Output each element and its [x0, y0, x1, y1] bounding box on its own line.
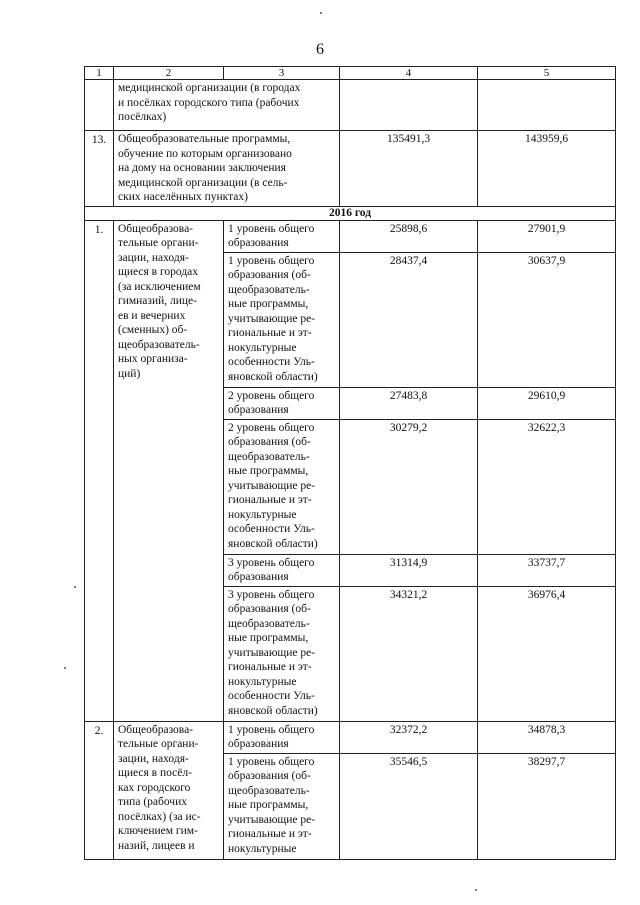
- value-col5: 36976,4: [478, 586, 616, 721]
- education-level: 2 уровень общего образования (об- щеобразователь- ные программы, учитывающие ре- гиональные и эт- нокультурные особенности Уль- яновской области): [224, 419, 340, 554]
- column-header: 3: [224, 67, 340, 80]
- table-row-continued: [85, 80, 616, 131]
- value-col4: 31314,9: [340, 554, 478, 586]
- value-col5: 29610,9: [478, 387, 616, 419]
- value-col4: 135491,3: [340, 131, 478, 207]
- row-number: 13.: [85, 131, 114, 207]
- budget-table-container: [84, 66, 615, 860]
- value-col4: 27483,8: [340, 387, 478, 419]
- row-number: 1.: [85, 220, 114, 721]
- value-col5: 27901,9: [478, 220, 616, 252]
- table-row: [85, 220, 616, 252]
- column-header: 5: [478, 67, 616, 80]
- value-col5: 32622,3: [478, 419, 616, 554]
- scan-speck: [74, 586, 76, 588]
- education-level: 3 уровень общего образования (об- щеобразователь- ные программы, учитывающие ре- гиональные и эт- нокультурные особенности Уль- яновской области): [224, 586, 340, 721]
- scan-speck: [64, 667, 66, 669]
- column-header: 2: [114, 67, 224, 80]
- value-col5: 33737,7: [478, 554, 616, 586]
- value-col5: 34878,3: [478, 721, 616, 753]
- table-row-13: [85, 131, 616, 207]
- value-col5: 30637,9: [478, 252, 616, 387]
- continued-description: медицинской организации (в городах и посёлках городского типа (рабочих посёлках): [114, 80, 340, 131]
- row-number: 2.: [85, 721, 114, 859]
- value-col4: 25898,6: [340, 220, 478, 252]
- education-level: 1 уровень общего образования (об- щеобразователь- ные программы, учитывающие ре- гиональные и эт- нокультурные: [224, 753, 340, 859]
- page-number: 6: [316, 41, 324, 58]
- value-col4: 30279,2: [340, 419, 478, 554]
- program-description: Общеобразовательные программы, обучение по которым организовано на дому на основании заключения медицинской организации (в сель- ских населённых пунктах): [114, 131, 340, 207]
- value-col5: 38297,7: [478, 753, 616, 859]
- education-level: 1 уровень общего образования: [224, 220, 340, 252]
- column-number-row: [85, 67, 616, 80]
- year-label: 2016 год: [85, 206, 616, 220]
- column-header: 4: [340, 67, 478, 80]
- organization-type: Общеобразова- тельные органи- зации, находя- щиеся в посёл- ках городского типа (рабочих посёлках) (за ис- ключением гим- назий, лицеев и: [114, 721, 224, 859]
- value-col4: 32372,2: [340, 721, 478, 753]
- table-row: [85, 721, 616, 753]
- value-col5: 143959,6: [478, 131, 616, 207]
- budget-table: [84, 66, 616, 860]
- education-level: 2 уровень общего образования: [224, 387, 340, 419]
- education-level: 1 уровень общего образования: [224, 721, 340, 753]
- education-level: 3 уровень общего образования: [224, 554, 340, 586]
- value-col4: 34321,2: [340, 586, 478, 721]
- organization-type: Общеобразова- тельные органи- зации, находя- щиеся в городах (за исключением гимназий, лице- ев и вечерних (сменных) об- щеобразователь- ных организа- ций): [114, 220, 224, 721]
- scan-speck: [320, 12, 322, 14]
- column-header: 1: [85, 67, 114, 80]
- value-col4: 35546,5: [340, 753, 478, 859]
- year-row: [85, 206, 616, 220]
- scan-speck: [475, 889, 477, 891]
- value-col4: 28437,4: [340, 252, 478, 387]
- education-level: 1 уровень общего образования (об- щеобразователь- ные программы, учитывающие ре- гиональные и эт- нокультурные особенности Уль- яновской области): [224, 252, 340, 387]
